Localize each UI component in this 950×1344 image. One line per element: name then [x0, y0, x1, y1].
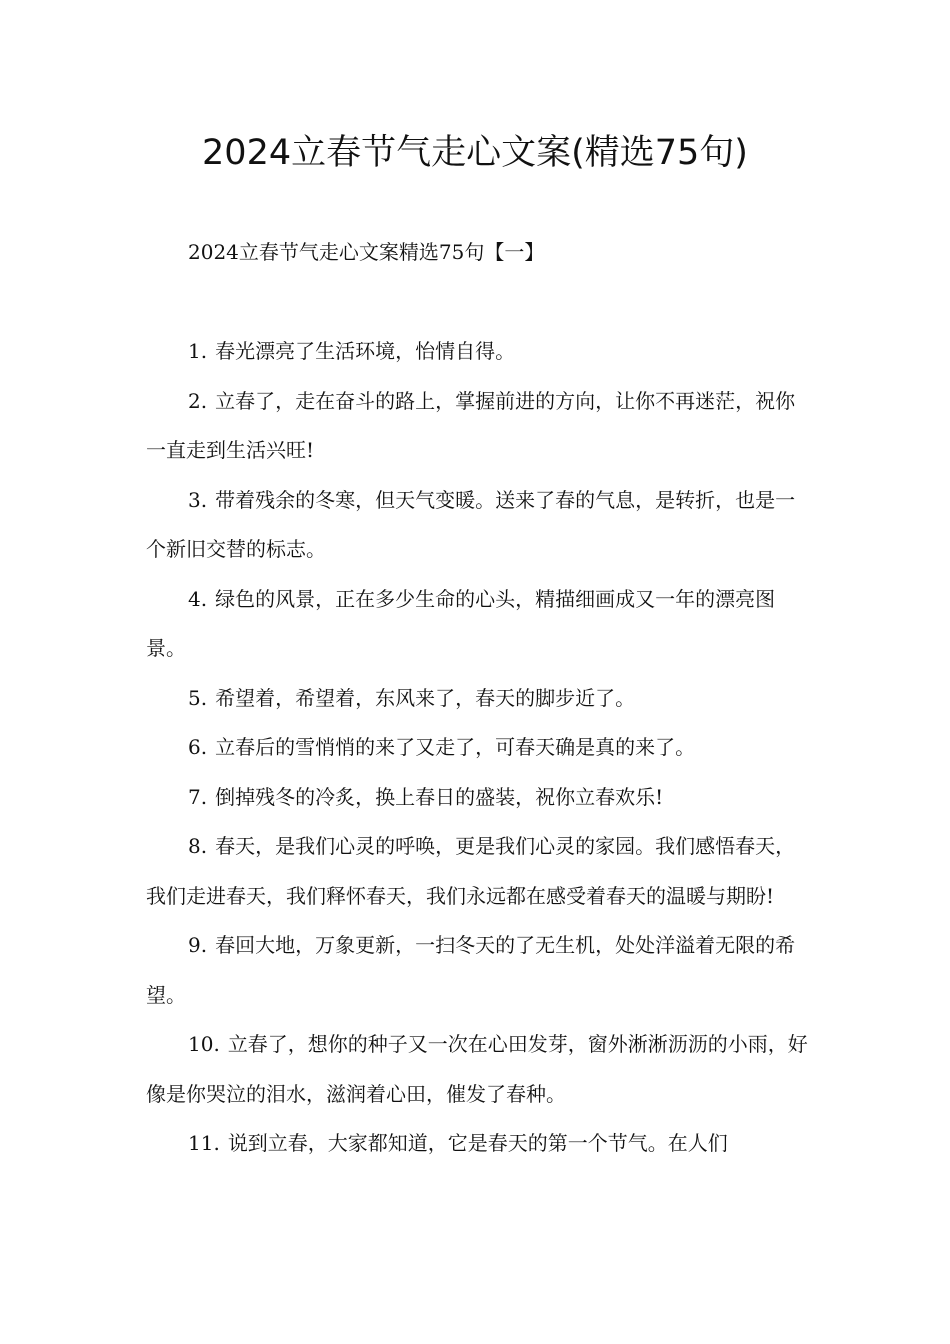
list-item — [146, 327, 810, 377]
item-number: 6. — [188, 735, 208, 759]
item-text: 春光漂亮了生活环境，怡情自得。 — [215, 339, 516, 363]
item-number: 4. — [188, 586, 208, 611]
item-number: 11. — [188, 1131, 220, 1155]
item-text: 立春了，想你的种子又一次在心田发芽，窗外淅淅沥沥的小雨，好像是你哭泣的泪水，滋润着心田，催发了春种。 — [146, 1032, 808, 1106]
item-text: 绿色的风景，正在多少生命的心头，精描细画成又一年的漂亮图景。 — [146, 586, 776, 660]
list-item — [146, 674, 810, 724]
item-number: 7. — [188, 784, 208, 809]
document-body — [146, 327, 810, 1169]
item-text: 春天，是我们心灵的呼唤，更是我们心灵的家园。我们感悟春天，我们走进春天，我们释怀春天，我们永远都在感受着春天的温暖与期盼! — [146, 834, 796, 908]
list-item — [146, 822, 810, 921]
item-number: 10. — [188, 1032, 220, 1056]
list-item — [146, 921, 810, 1020]
item-text: 倒掉残冬的冷炙，换上春日的盛装，祝你立春欢乐! — [215, 784, 664, 809]
list-item — [146, 773, 810, 823]
section-heading: 2024立春节气走心文案精选75句【一】 — [188, 240, 545, 264]
item-number: 3. — [188, 487, 208, 512]
item-text: 希望着，希望着，东风来了，春天的脚步近了。 — [215, 685, 636, 710]
item-text: 带着残余的冬寒，但天气变暖。送来了春的气息，是转折，也是一个新旧交替的标志。 — [146, 487, 796, 561]
list-item — [146, 723, 810, 773]
list-item — [146, 1119, 810, 1169]
item-text: 说到立春，大家都知道，它是春天的第一个节气。在人们 — [227, 1131, 728, 1155]
item-number: 1. — [188, 339, 208, 363]
document-title: 2024立春节气走心文案(精选75句) — [202, 133, 748, 173]
list-item — [146, 1020, 810, 1119]
list-item — [146, 377, 810, 476]
item-text: 春回大地，万象更新，一扫冬天的了无生机，处处洋溢着无限的希望。 — [146, 933, 796, 1007]
list-item — [146, 476, 810, 575]
item-number: 9. — [188, 933, 208, 957]
item-text: 立春后的雪悄悄的来了又走了，可春天确是真的来了。 — [215, 735, 696, 759]
item-number: 2. — [188, 388, 208, 413]
item-text: 立春了，走在奋斗的路上，掌握前进的方向，让你不再迷茫，祝你一直走到生活兴旺! — [146, 388, 796, 462]
list-item — [146, 575, 810, 674]
item-number: 5. — [188, 685, 208, 710]
item-number: 8. — [188, 834, 208, 858]
